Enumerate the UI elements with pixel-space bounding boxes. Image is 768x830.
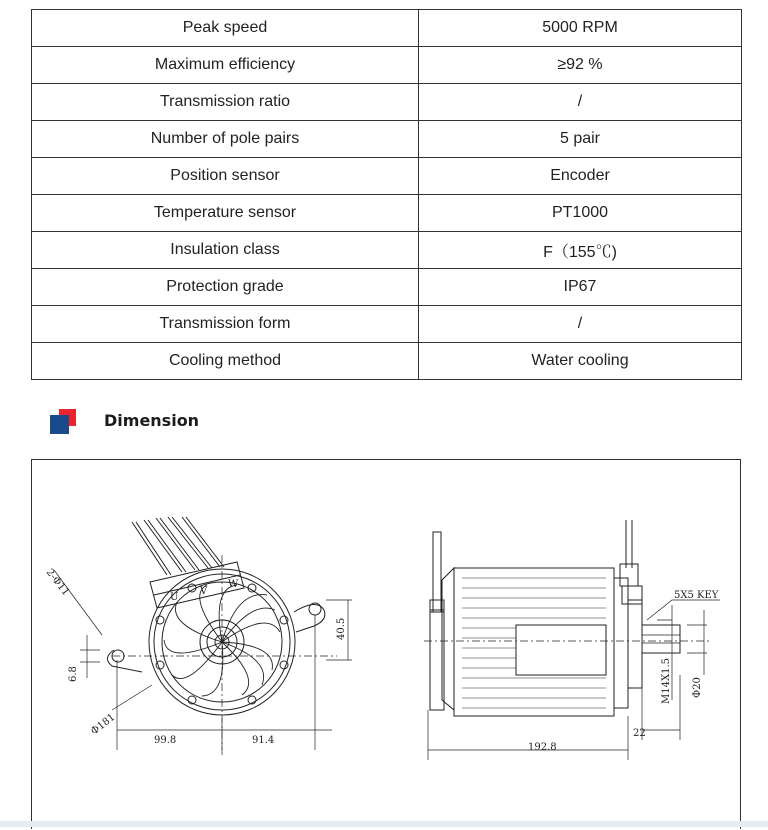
spec-value: IP67 [419, 269, 742, 306]
dimension-drawing [31, 459, 741, 829]
spec-value: 5 pair [419, 121, 742, 158]
spec-value: F（155℃) [419, 232, 742, 269]
shaft-length: 22 [633, 728, 646, 739]
spec-label: Transmission form [32, 306, 419, 343]
spec-row [32, 10, 742, 47]
spec-label: Cooling method [32, 343, 419, 380]
side-view [424, 520, 720, 760]
spec-label: Transmission ratio [32, 84, 419, 121]
spec-row [32, 158, 742, 195]
spec-row [32, 84, 742, 121]
spec-row [32, 121, 742, 158]
spec-label: Maximum efficiency [32, 47, 419, 84]
spec-value: / [419, 306, 742, 343]
spec-table [31, 9, 742, 380]
spec-value: ≥92 % [419, 47, 742, 84]
spec-value: / [419, 84, 742, 121]
spec-value: PT1000 [419, 195, 742, 232]
spec-value: 5000 RPM [419, 10, 742, 47]
blue-square-icon [50, 415, 69, 434]
spec-row [32, 343, 742, 380]
dim-vertical-small: 6.8 [68, 666, 79, 682]
dim-left-width: 99.8 [154, 735, 177, 746]
spec-row [32, 306, 742, 343]
dim-right-width: 91.4 [252, 735, 275, 746]
spec-row [32, 195, 742, 232]
spec-label: Number of pole pairs [32, 121, 419, 158]
spec-row [32, 232, 742, 269]
total-length: 192.8 [528, 742, 557, 753]
dimension-drawing-svg [32, 460, 742, 830]
section-bullet-icon [50, 409, 78, 435]
spec-label: Temperature sensor [32, 195, 419, 232]
front-view [54, 517, 352, 755]
phase-label-w: W [228, 579, 239, 590]
spec-label: Insulation class [32, 232, 419, 269]
spec-table-body [32, 10, 742, 380]
spec-label: Peak speed [32, 10, 419, 47]
dim-right: 40.5 [336, 617, 347, 640]
key-label: 5X5 KEY [674, 590, 719, 601]
bottom-strip [0, 821, 768, 827]
shaft-diameter: Φ20 [692, 677, 703, 698]
section-title: Dimension [104, 411, 200, 430]
spec-row [32, 47, 742, 84]
dim-diameter: Φ181 [89, 711, 118, 738]
thread-label: M14X1.5 [661, 658, 672, 704]
spec-label: Position sensor [32, 158, 419, 195]
phase-label-u-text: U [170, 592, 179, 603]
spec-value: Encoder [419, 158, 742, 195]
spec-value: Water cooling [419, 343, 742, 380]
phase-label-v: V [200, 586, 208, 597]
mount-holes-label: 2-Φ11 [43, 567, 72, 599]
spec-label: Protection grade [32, 269, 419, 306]
spec-row [32, 269, 742, 306]
